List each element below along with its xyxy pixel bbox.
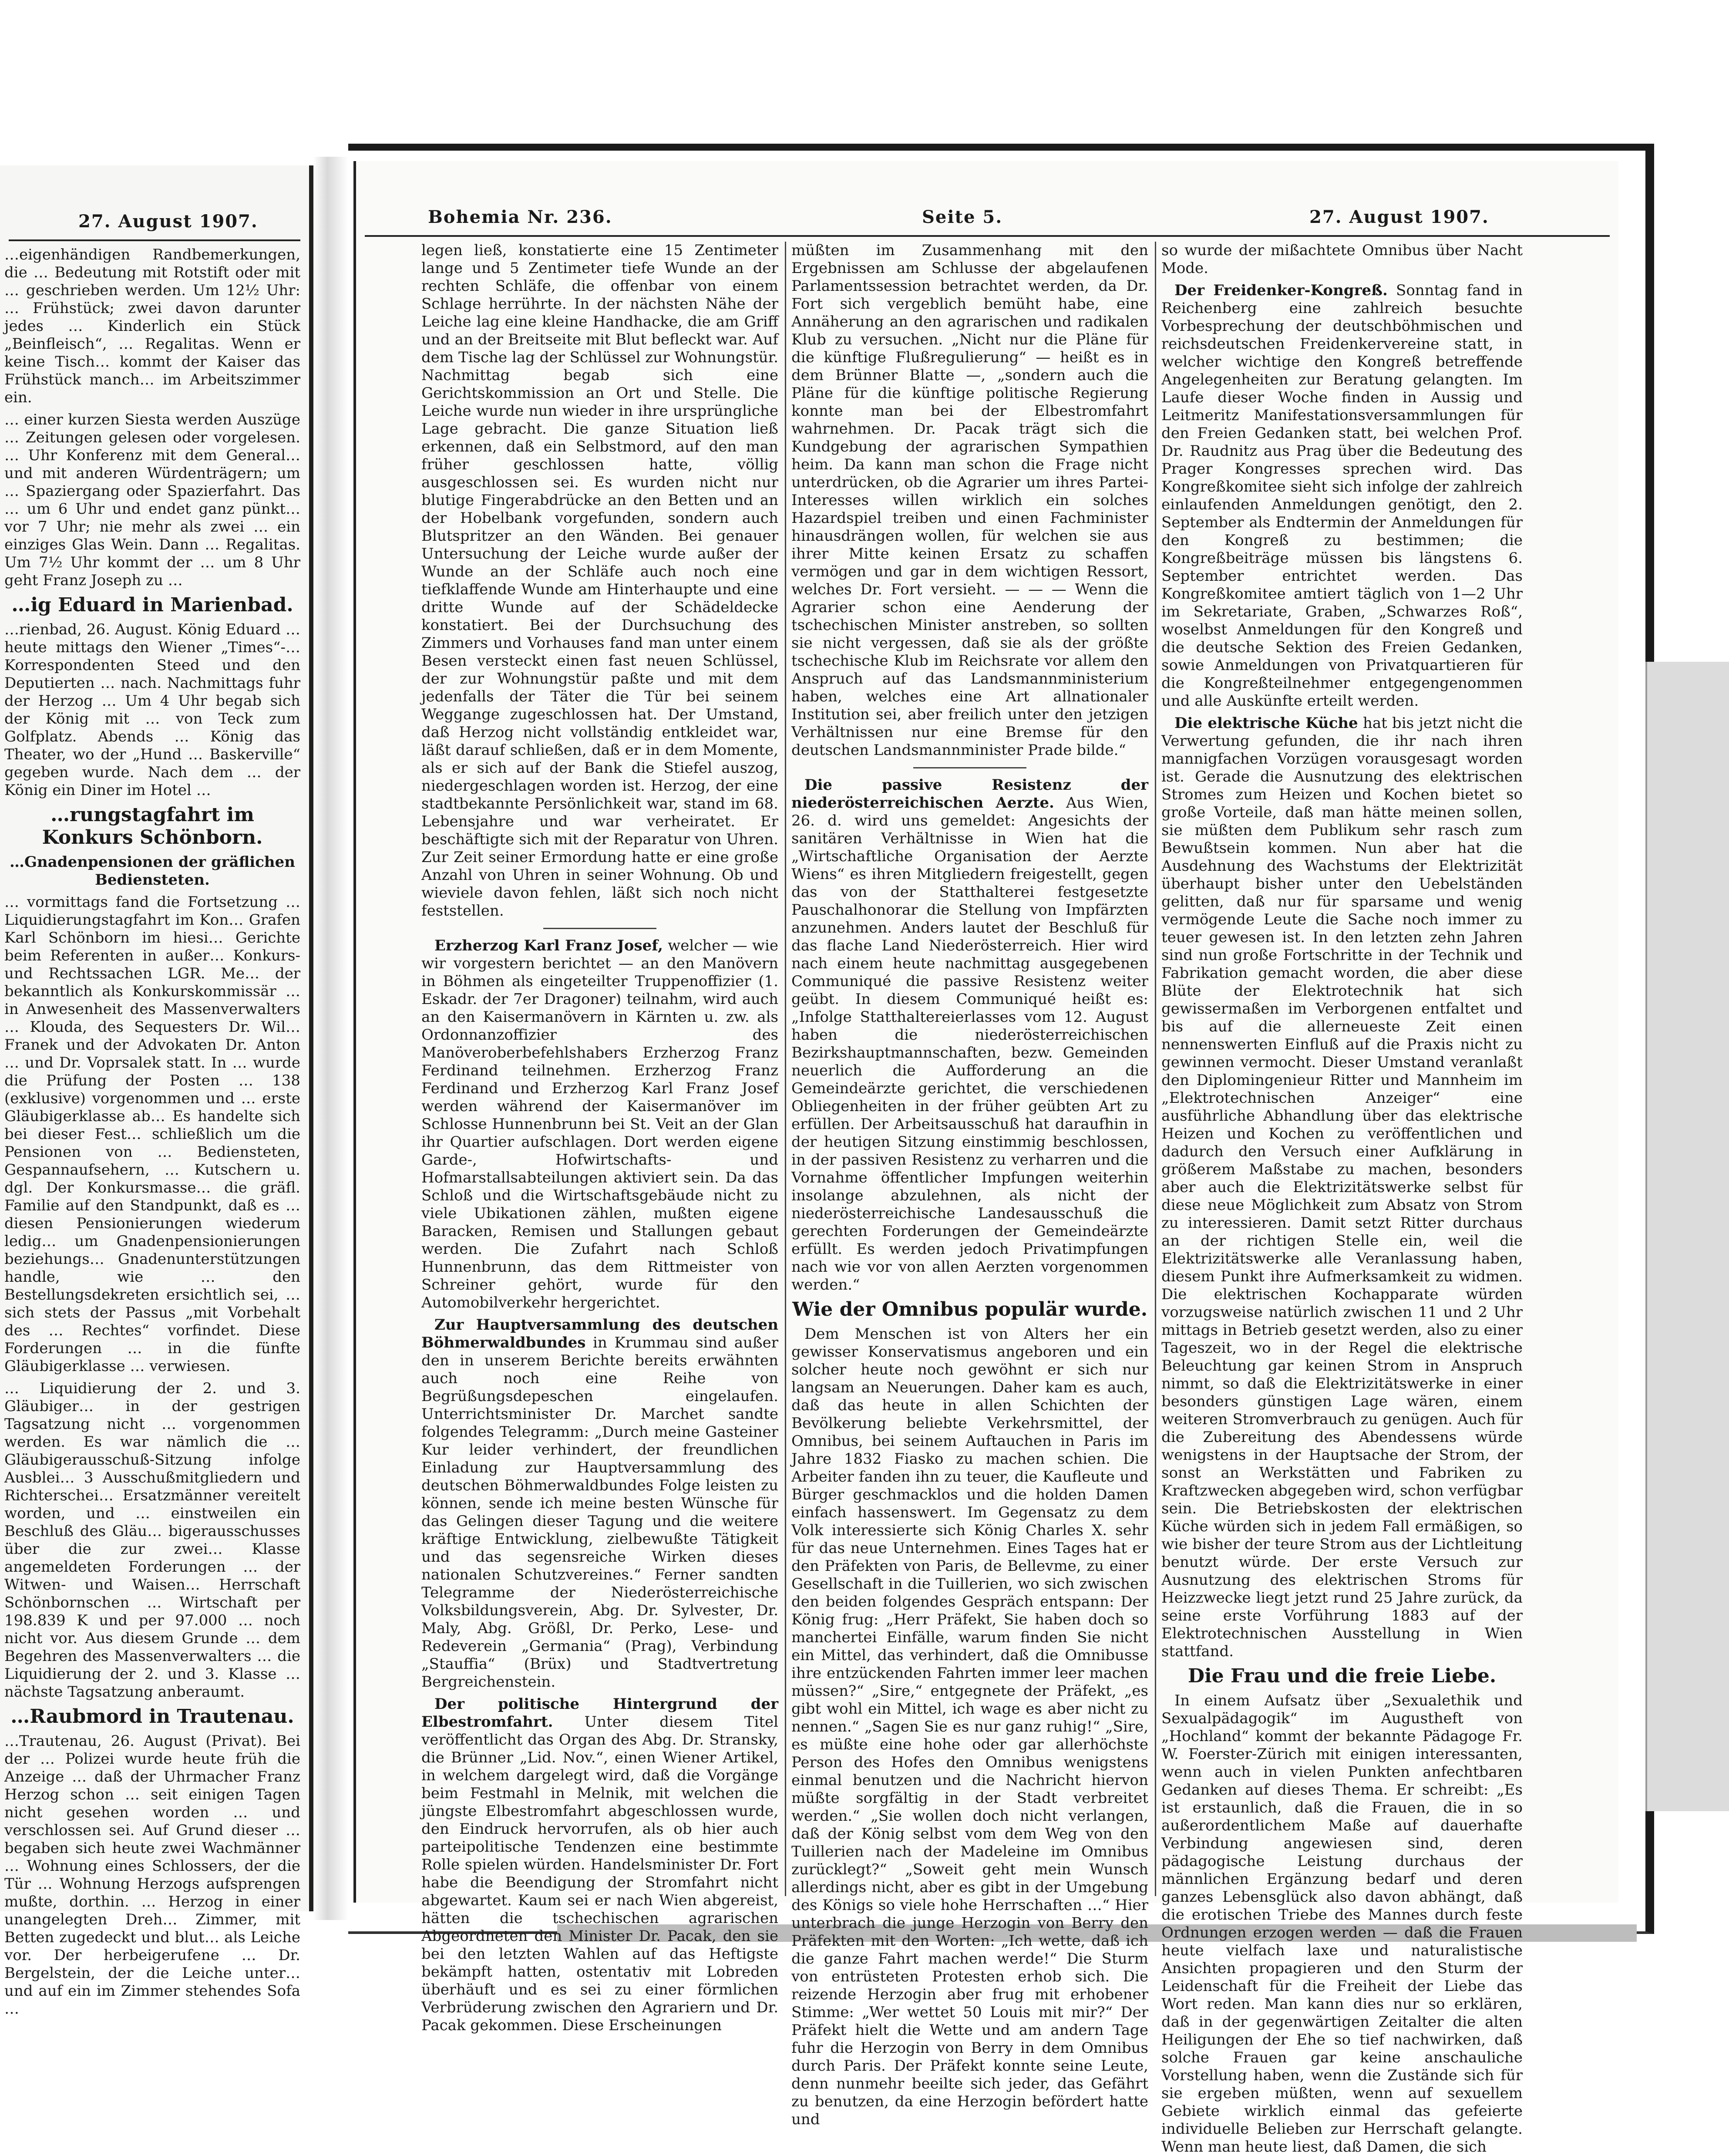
article-runin-headline: Erzherzog Karl Franz Josef, xyxy=(434,937,663,954)
right-page xyxy=(353,161,1618,2156)
issue-date: 27. August 1907. xyxy=(1309,207,1489,227)
book-gutter xyxy=(313,157,348,1920)
article-runin-headline: Die passive Resistenz der niederösterreichischen Aerzte. xyxy=(791,776,1148,812)
article-text: Aus Wien, 26. d. wird uns gemeldet: Angesichts der sanitären Verhältnisse in Wien hat die „Wirtschaftliche Organisation der Aerzte Wiens“ es ihren Mitgliedern freigestellt, gegen das von der Statthalterei festgesetzte Pauschalhonorar die Stellung von Impfärzten anzunehmen. Anders lautet der Beschluß für das flache Land Niederösterreich. Hier wird nach einem heute nachmittag ausgegebenen Communiqué die passive Resistenz weiter geübt. In diesem Communiqué heißt es: „Infolge Statthaltereierlasses vom 12. August haben die niederösterreichischen Bezirkshauptmannschaften, bezw. Gemeinden neuerlich die Aufforderung an die Gemeindeärzte gerichtet, die verschiedenen Obliegenheiten in der früher geübten Art zu erfüllen. Der Arbeitsausschuß hat daraufhin in der heutigen Sitzung einstimmig beschlossen, in der passiven Resistenz zu verharren und die Vornahme öffentlicher Impfungen weiterhin insolange abzulehnen, als nicht der niederösterreichische Landesausschuß die gerechten Forderungen der Gemeindeärzte erfüllt. Es werden jedoch Privatimpfungen nach wie vor von allen Aerzten vorgenommen werden.“ xyxy=(791,794,1148,1294)
page-number: Seite 5. xyxy=(922,207,1003,227)
article-runin-headline: Zur Hauptversammlung des deutschen Böhmerwaldbundes xyxy=(421,1316,778,1351)
header-rule xyxy=(365,235,1610,237)
column-2 xyxy=(791,242,1148,2128)
article-separator xyxy=(543,928,656,929)
article-headline: …Gnadenpensionen der gräflichen Bediensteten. xyxy=(10,853,295,889)
left-page-column xyxy=(4,246,300,2022)
article-paragraph: so wurde der mißachtete Omnibus über Nacht Mode. xyxy=(1161,242,1523,277)
left-header-rule xyxy=(9,239,300,241)
article-text: in Krummau sind außer den in unserem Berichte bereits erwähnten auch noch eine Reihe von Begrüßungsdepeschen eingelaufen. Unterrichtsminister Dr. Marchet sandte folgendes Telegramm: „Durch meine Gasteiner Kur leider verhindert, der freundlichen Einladung zur Hauptversammlung des deutschen Böhmerwaldbundes Folge leisten zu können, sende ich meine besten Wünsche für das Gelingen dieser Tagung und die weitere kräftige Entwicklung, zielbewußte Tätigkeit und das segensreiche Wirken dieses nationalen Schutzvereines.“ Ferner sandten Telegramme der Niederösterreichische Volksbildungsverein, Abg. Dr. Sylvester, Dr. Maly, Abg. Größl, Dr. Perko, Lese- und Redeverein „Germania“ (Prag), Verbindung „Stauffia“ (Brüx) und Stadtvertretung Bergreichenstein. xyxy=(421,1334,778,1691)
article-runin-headline: Die elektrische Küche xyxy=(1174,714,1358,732)
column-3 xyxy=(1161,242,1523,2156)
article-runin-headline: Der politische Hintergrund der Elbestromfahrt. xyxy=(421,1695,778,1731)
article-headline: …rungstagfahrt im Konkurs Schönborn. xyxy=(42,804,263,849)
article-headline: Wie der Omnibus populär wurde. xyxy=(792,1298,1148,1321)
article-paragraph: legen ließ, konstatierte eine 15 Zentimeter lange und 5 Zentimeter tiefe Wunde an der rechten Schläfe, die offenbar von einem Schlage herrührte. In der nächsten Nähe der Leiche lag eine kleine Handhacke, die am Griff und an der Breitseite mit Blut befleckt war. Auf dem Tische lag der Schlüssel zur Wohnungstür. Nachmittag begab sich eine Gerichtskommission an Ort und Stelle. Die Leiche wurde nun wieder in ihre ursprüngliche Lage gebracht. Die ganze Situation ließ erkennen, daß ein Selbstmord, auf den man früher geschlossen hatte, völlig ausgeschlossen sei. Es wurden nicht nur blutige Fingerabdrücke an den Betten und an der Hobelbank vorgefunden, sondern auch Blutspritzer an den Wänden. Bei genauer Untersuchung der Leiche wurde außer der Wunde an der Schläfe auch noch eine tiefklaffende Wunde am Hinterhaupte und eine dritte Wunde auf der Schädeldecke konstatiert. Bei der Durchsuchung des Zimmers und Vorhauses fand man unter einem Besen versteckt einen fast neuen Schlüssel, der zur Wohnungstür paßte und mit dem jedenfalls der Täter die Tür bei seinem Weggange zugeschlossen hat. Der Umstand, daß Herzog nicht vollständig entkleidet war, läßt darauf schließen, daß er in dem Momente, als er sich auf der Bank die Stiefel auszog, niedergeschlagen worden ist. Herzog, der eine stadtbekannte Persönlichkeit war, stand im 68. Lebensjahre und war verheiratet. Er beschäftigte sich mit der Reparatur von Uhren. Zur Zeit seiner Ermordung hatte er eine große Anzahl von Uhren in seiner Wohnung. Ob und wieviele davon fehlen, läßt sich noch nicht feststellen. xyxy=(421,242,778,920)
column-1 xyxy=(421,242,778,2034)
article-headline: Die Frau und die freie Liebe. xyxy=(1187,1665,1497,1687)
article-runin-headline: Der Freidenker-Kongreß. xyxy=(1174,282,1388,299)
article-paragraph: … Liquidierung der 2. und 3. Gläubiger… in der gestrigen Tagsatzung nicht … vorgenommen werden. Es war nämlich die … Gläubigerausschuß-Sitzung infolge Ausblei… 3 Ausschußmitgliedern und Richterschei… Ersatzmänner vereitelt worden, und … einstweilen ein Beschluß des Gläu… bigerausschusses über die zur zwei… Klasse angemeldeten Forderungen … der Witwen- und Waisen… Herrschaft Schönbornschen … Wirtschaft per 198.839 K und per 97.000 … noch nicht vor. Aus diesem Grunde … dem Begehren des Massenverwalters … die Liquidierung der 2. und 3. Klasse … nächste Tagsatzung anberaumt. xyxy=(4,1380,300,1701)
article-paragraph: …eigenhändigen Randbemerkungen, die … Bedeutung mit Rotstift oder mit … geschrieben werden. Um 12½ Uhr: … Frühstück; zwei davon darunter jedes … Kinderlich ein Stück „Beinfleisch“, … Regalitas. Wenn er keine Tisch… kommt der Kaiser das Frühstück manch… im Arbeitszimmer ein. xyxy=(4,246,300,406)
article-paragraph: Dem Menschen ist von Alters her ein gewisser Konservatismus angeboren und ein solcher heute noch gewöhnt er sich nur langsam an Neuerungen. Daher kam es auch, daß das heute in allen Schichten der Bevölkerung beliebte Verkehrsmittel, der Omnibus, bei seinem Auftauchen in Paris im Jahre 1832 Fiasko zu machen schien. Die Arbeiter fanden ihn zu teuer, die Kaufleute und Bürger geschmacklos und die holden Damen einfach hassenswert. Im Gegensatz zu dem Volk interessierte sich König Charles X. sehr für das neue Unternehmen. Eines Tages hat er den Präfekten von Paris, de Bellevme, zu einer Gesellschaft in die Tuillerien, wo sich zwischen den beiden folgendes Gespräch entspann: Der König frug: „Herr Präfekt, Sie haben doch so manchertei Einfälle, warum finden Sie nicht ein Mittel, das verhindert, daß die Omnibusse ihre entzückenden Fahrten immer leer machen müssen?“ „Sire,“ entgegnete der Präfekt, „es gibt wohl ein Mittel, ich wage es aber nicht zu nennen.“ „Sagen Sie es nur ganz ruhig!“ „Sire, es müßte eine hohe oder gar allerhöchste Person des Hofes den Omnibus wenigstens einmal benutzen und die Nachricht hiervon müßte sorgfältig in der Stadt verbreitet werden.“ „Sie wollen doch nicht verlangen, daß der König selbst vom dem Weg von den Tuillerien nach der Madeleine im Omnibus zurücklegt?“ „Soweit geht mein Wunsch allerdings nicht, aber es gibt in der Umgebung des Königs so viele hohe Herrschaften …“ Hier unterbrach die junge Herzogin von Berry den Präfekten mit den Worten: „Ich wette, daß ich die ganze Fahrt machen werde!“ Die Sturm von entrüsteten Protesten erhob sich. Die reizende Herzogin aber frug mit erhobener Stimme: „Wer wettet 50 Louis mit mir?“ Der Präfekt hielt die Wette und am andern Tage fuhr die Herzogin von Berry in dem Omnibus durch Paris. Der Präfekt konnte seine Leute, denn nunmehr beeilte sich jeder, das Gefährt zu benutzen, da eine Herzogin befördert hatte und xyxy=(791,1325,1148,2128)
article-paragraph: müßten im Zusammenhang mit den Ergebnissen am Schlusse der abgelaufenen Parlamentssession betrachtet werden, da Dr. Fort sich vergeblich bemüht habe, eine Annäherung an den agrarischen und radikalen Klub zu versuchen. „Nicht nur die Pläne für die künftige Flußregulierung“ — heißt es in dem Brünner Blatte —, „sondern auch die Pläne für die künftige politische Regierung konnte man bei der Elbestromfahrt wahrnehmen. Dr. Pacak trägt sich die Kundgebung der agrarischen Sympathien heim. Da kann man schon die Frage nicht unterdrücken, ob die Agrarier um ihres Partei-Interesses willen wirklich ein solches Hazardspiel treiben und einen Fachminister hinausdrängen wollen, für welchen sie aus ihrer Mitte keinen Ersatz zu schaffen vermögen und gar in dem wichtigen Ressort, welches Dr. Fort versieht. — — — Wenn die Agrarier schon eine Aenderung der tschechischen Minister anstreben, so sollten sie nicht vergessen, daß sie als der größte tschechische Klub im Reichsrate vor allem den Anspruch auf das Landsmannministerium haben, welches eine Art allnationaler Institution sei, aber freilich unter den jetzigen Verhältnissen nur eine Bremse für den deutschen Landsmannminister Prade bilde.“ xyxy=(791,242,1148,759)
article-text: Sonntag fand in Reichenberg eine zahlreich besuchte Vorbesprechung der deutschböhmischen und reichsdeutschen Freidenkervereine statt, in welcher wichtige den Kongreß betreffende Angelegenheiten zur Beratung gelangten. Im Laufe dieser Woche finden in Aussig und Leitmeritz Manifestationsversammlungen für den Freien Gedanken statt, bei welchen Prof. Dr. Raudnitz aus Prag über die Bedeutung des Prager Kongresses sprechen wird. Das Kongreßkomitee sieht sich infolge der zahlreich einlaufenden Anmeldungen genötigt, den 2. September als Endtermin der Anmeldungen für den Kongreß zu bestimmen; die Kongreßbeiträge müssen bis längstens 6. September entrichtet werden. Das Kongreßkomitee amtiert täglich von 1—2 Uhr im Sekretariate, Graben, „Schwarzes Roß“, woselbst Anmeldungen für den Kongreß und die deutsche Sektion des Freien Gedanken, sowie Anmeldungen von Privatquartieren für die Kongreßteilnehmer entgegengenommen und alle Auskünfte erteilt werden. xyxy=(1161,282,1523,710)
article-paragraph xyxy=(421,1316,778,1691)
article-paragraph: … einer kurzen Siesta werden Auszüge … Zeitungen gelesen oder vorgelesen. … Uhr Konferenz mit dem General… und mit anderen Würdenträgern; um … Spaziergang oder Spazierfahrt. Das … um 6 Uhr und endet ganz pünkt… vor 7 Uhr; nie mehr als zwei … ein einziges Glas Wein. Dann … Regalitas. Um 7½ Uhr kommt der … um 8 Uhr geht Franz Joseph zu … xyxy=(4,411,300,589)
article-paragraph xyxy=(421,937,778,1312)
article-text: hat bis jetzt nicht die Verwertung gefunden, die ihr nach ihren mannigfachen Vorzügen vorausgesagt worden ist. Gerade die Ausnutzung des elektrischen Stromes zum Heizen und Kochen bietet so große Vorteile, daß man hätte meinen sollen, sie müßten dem Publikum sehr rasch zum Bewußtsein kommen. Nun aber hat die Ausdehnung des Wachstums der Elektrizität überhaupt bisher unter den Uebelständen gelitten, daß nur für sparsame und wenig vermögende Leute die Sache noch immer zu teuer gewesen ist. In den letzten zehn Jahren sind nun große Fortschritte in der Technik und Fabrikation gemacht worden, die aber diese Blüte der Elektrotechnik hat sich gewissermaßen im Verborgenen entfaltet und bis auf die allerneueste Zeit einen nennenswerten Einfluß auf die Praxis nicht zu gewinnen vermocht. Dieser Umstand veranlaßt den Diplomingenieur Ritter und Mannheim im „Elektrotechnischen Anzeiger“ eine ausführliche Abhandlung über das elektrische Heizen und Kochen zu veröffentlichen und dadurch den Versuch einer Aufklärung in größerem Maßstabe zu machen, besonders aber auch die Elektrizitätswerke selbst für diese neue Möglichkeit zum Absatz von Strom zu interessieren. Damit setzt Ritter durchaus an der richtigen Stelle ein, weil die Elektrizitätswerke alle Veranlassung haben, diesem Punkt ihre Aufmerksamkeit zu widmen. Die elektrischen Kochapparate würden vorzugsweise natürlich zwischen 11 und 2 Uhr mittags in Betrieb gesetzt werden, also zu einer Tageszeit, wo in der Regel die elektrische Beleuchtung gar keinen Strom in Anspruch nimmt, so daß die Elektrizitätswerke in einer besonders günstigen Lage wären, einem weiteren Stromverbrauch zu genügen. Auch für die Zubereitung des Abendessens würde wenigstens in der Hauptsache der Strom, der sonst an Werkstätten und Fabriken zu Kraftzwecken abgegeben wird, schon verfügbar sein. Die Betriebskosten der elektrischen Küche würden sich in jedem Fall ermäßigen, so wie bisher der teure Strom aus der Lichtleitung benutzt würde. Der erste Versuch zur Ausnutzung des elektrischen Stroms für Heizzwecke liegt jetzt rund 25 Jahre zurück, da seine erste Vorführung 1883 auf der Elektrotechnischen Ausstellung in Wien stattfand. xyxy=(1161,714,1523,1660)
article-headline: …ig Eduard in Marienbad. xyxy=(11,594,293,616)
article-paragraph xyxy=(1161,282,1523,710)
article-paragraph: …rienbad, 26. August. König Eduard … heute mittags den Wiener „Times“-… Korrespondenten Steed und den Deputierten … nach. Nachmittags fuhr der Herzog … Um 4 Uhr begab sich der König mit … von Teck zum Golfplatz. Abends … König das Theater, wo der „Hund … Baskerville“ gegeben wurde. Nach dem … der König ein Diner im Hotel … xyxy=(4,621,300,799)
column-rule xyxy=(1155,242,1156,1896)
page-edge-strip xyxy=(1645,662,1729,1811)
paper-issue: Bohemia Nr. 236. xyxy=(428,207,612,227)
column-rule xyxy=(785,242,786,1896)
article-headline: …Raubmord in Trautenau. xyxy=(10,1705,294,1728)
article-text: welcher — wie wir vorgestern berichtet — an den Manövern in Böhmen als eingeteilter Truppenoffizier (1. Eskadr. der 7er Dragoner) teilnahm, wird auch an den Kaisermanövern in Kärnten u. zw. als Ordonnanzoffizier des Manöveroberbefehlshabers Erzherzog Franz Ferdinand teilnehmen. Erzherzog Franz Ferdinand und Erzherzog Karl Franz Josef werden während der Kaisermanöver im Schlosse Hunnenbrunn bei St. Veit an der Glan ihr Quartier aufschlagen. Dort werden eigene Garde-, Hofwirtschafts- und Hofmarstallsabteilungen aktiviert sein. Da das Schloß und die Wirtschaftsgebäude nicht zu viele Ubikationen zählen, mußten eigene Baracken, Remisen und Stallungen gebaut werden. Die Zufahrt nach Schloß Hunnenbrunn, das dem Rittmeister von Schreiner gehört, wurde für den Automobilverkehr hergerichtet. xyxy=(421,937,778,1311)
article-paragraph: In einem Aufsatz über „Sexualethik und Sexualpädagogik“ im Augustheft von „Hochland“ kommt der bekannte Pädagoge Fr. W. Foerster-Zürich mit einigen interessanten, wenn auch in vielen Punkten anfechtbaren Gedanken auf dieses Thema. Er schreibt: „Es ist erstaunlich, daß die Frauen, die in so außerordentlichem Maße auf dauerhafte Verbindung angewiesen sind, deren pädagogische Leistung durchaus der männlichen Ergänzung bedarf und deren ganzes Lebensglück also davon abhängt, daß die erotischen Triebe des Mannes durch feste Ordnungen erzogen werden — daß die Frauen heute vielfach laxe und naturalistische Ansichten propagieren und den Sturm der Leidenschaft für die Freiheit der Liebe das Wort reden. Man kann dies nur so erklären, daß in der gegenwärtigen Zeitalter die alten Heiligungen der Ehe so tief nachwirken, daß solche Frauen gar keine anschauliche Vorstellung haben, wenn die Zustände sich für sie ergeben müßten, wenn auf sexuellem Gebiete wirklich einmal das gefeierte individuelle Belieben zur Herrschaft gelangte. Wenn man heute liest, daß Damen, die sich xyxy=(1161,1692,1523,2156)
left-page xyxy=(0,165,313,2018)
article-paragraph xyxy=(1161,714,1523,1661)
left-page-date: 27. August 1907. xyxy=(78,211,258,232)
article-paragraph xyxy=(791,776,1148,1294)
article-text: Unter diesem Titel veröffentlicht das Organ des Abg. Dr. Stransky, die Brünner „Lid. Nov.“, einen Wiener Artikel, in welchem dargelegt wird, daß die Vorgänge beim Festmahl in Melnik, mit welchen die jüngste Elbestromfahrt abgeschlossen wurde, den Eindruck hervorrufen, als ob hier auch parteipolitische Tendenzen eine bestimmte Rolle spielen würden. Handelsminister Dr. Fort habe die Beendigung der Stromfahrt nicht abgewartet. Kaum sei er nach Wien abgereist, hätten die tschechischen agrarischen Abgeordneten den Minister Dr. Pacak, den sie bei den letzten Wahlen auf das Heftigste bekämpft hatten, ostentativ mit Lobreden überhäuft und es sei zu einer förmlichen Verbrüderung zwischen den Agrariern und Dr. Pacak gekommen. Diese Erscheinungen xyxy=(421,1713,778,2034)
article-separator xyxy=(913,767,1026,768)
article-paragraph: … vormittags fand die Fortsetzung … Liquidierungstagfahrt im Kon… Grafen Karl Schönborn im hiesi… Gerichte beim Referenten in außer… Konkurs- und Rechtssachen LGR. Me… der bekanntlich als Konkurskommissär … in Anwesenheit des Massenverwalters … Klouda, des Sequesters Dr. Wil… Franek und der Advokaten Dr. Anton … und Dr. Voprsalek statt. In … wurde die Prüfung der Posten … 138 (exklusive) vorgenommen und … erste Gläubigerklasse ab… Es handelte sich bei dieser Fest… schließlich um die Pensionen von … Bediensteten, Gespannaufsehern, … Kutschern u. dgl. Der Konkursmasse… die gräfl. Familie auf den Standpunkt, daß es … diesen Pensionierungen wiederum ledig… um Gnadenpensionierungen beziehungs… Gnadenunterstützungen handle, wie … den Bestellungsdekreten ersichtlich sei, … sich stets der Passus „mit Vorbehalt des … Rechtes“ vorfindet. Diese Forderungen … in die fünfte Gläubigerklasse … verwiesen. xyxy=(4,893,300,1375)
article-paragraph: …Trautenau, 26. August (Privat). Bei der … Polizei wurde heute früh die Anzeige … daß der Uhrmacher Franz Herzog schon … seit einigen Tagen nicht gesehen worden … und verschlossen sei. Auf Grund dieser … begaben sich heute zwei Wachmänner … Wohnung eines Schlossers, der die Tür … Wohnung Herzogs aufsprengen mußte, dorthin. … Herzog in einer unangelegten Dreh… Zimmer, mit Betten zugedeckt und blut… als Leiche vor. Der herbeigerufene … Dr. Bergelstein, der die Leiche unter… und auf ein im Zimmer stehendes Sofa … xyxy=(4,1732,300,2018)
article-paragraph xyxy=(421,1695,778,2035)
